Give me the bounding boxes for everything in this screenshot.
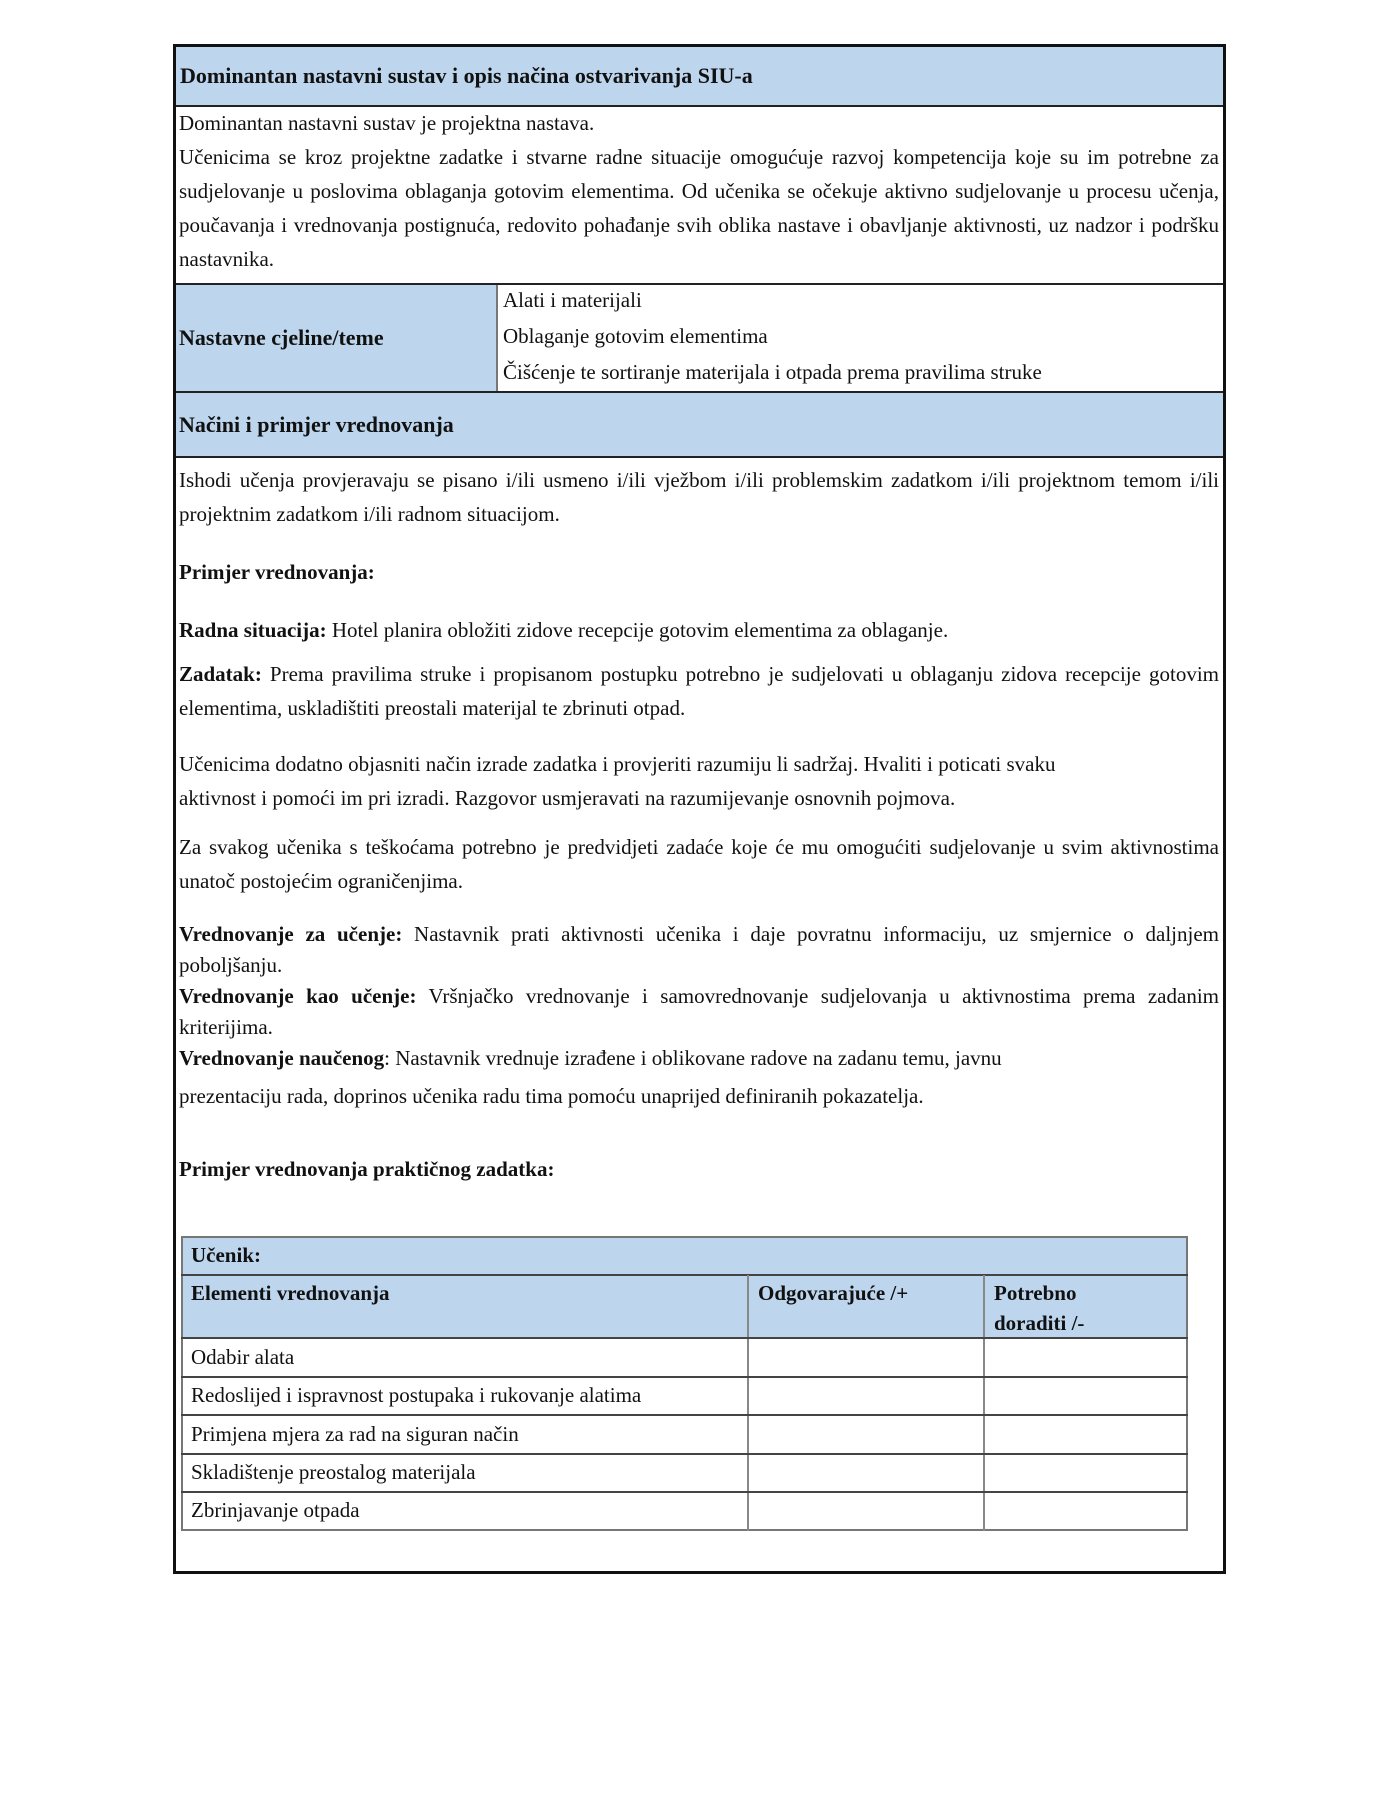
work-situation	[179, 613, 948, 647]
rubric-header-elements: Elementi vrednovanja	[191, 1281, 390, 1305]
task-text: Prema pravilima struke i propisanom postupku potrebno je sudjelovati u oblaganju zidova recepcije gotovim elementima, uskladištiti preostali materijal te zbrinuti otpad.	[179, 662, 1219, 720]
assessment-as-learning-text: Vršnjačko vrednovanje i samovrednovanje sudjelovanja u aktivnostima prema zadanim kriterijima.	[179, 984, 1219, 1039]
rubric-row-element: Skladištenje preostalog materijala	[191, 1460, 476, 1484]
assessment-of-learning-text: : Nastavnik vrednuje izrađene i oblikovane radove na zadanu temu, javnu	[384, 1046, 1002, 1070]
rubric-row-element: Zbrinjavanje otpada	[191, 1498, 360, 1522]
assessment-of-learning-cont: prezentaciju rada, doprinos učenika radu tima pomoću unaprijed definiranih pokazatelja.	[179, 1084, 924, 1108]
guidance-paragraph	[179, 747, 1079, 815]
rubric-cell-improve[interactable]	[985, 1416, 1187, 1452]
rubric-cell-ok[interactable]	[749, 1339, 983, 1375]
assessment-for-learning-label: Vrednovanje za učenje:	[179, 922, 403, 946]
rubric-row-element: Primjena mjera za rad na siguran način	[191, 1422, 519, 1446]
section-header-assessment	[176, 393, 1223, 457]
assessment-as-learning-label: Vrednovanje kao učenje:	[179, 984, 417, 1008]
assessment-as-learning	[179, 981, 1219, 1043]
work-situation-text: Hotel planira obložiti zidove recepcije gotovim elementima za oblaganje.	[326, 618, 949, 642]
rubric-header-ok: Odgovarajuće /+	[758, 1281, 909, 1305]
example-heading: Primjer vrednovanja:	[179, 560, 375, 584]
topics-label: Nastavne cjeline/teme	[179, 325, 384, 350]
assessment-intro: Ishodi učenja provjeravaju se pisano i/ili usmeno i/ili vježbom i/ili problemskim zadatkom i/ili projektnom temom i/ili projektnim zadatkom i/ili radnom situacijom.	[179, 468, 1219, 526]
rubric-cell-improve[interactable]	[985, 1339, 1187, 1375]
topic-item: Oblaganje gotovim elementima	[503, 324, 768, 348]
divider	[181, 1274, 1188, 1276]
assessment-for-learning	[179, 919, 1219, 981]
rubric-row-element: Redoslijed i ispravnost postupaka i rukovanje alatima	[191, 1383, 642, 1407]
divider	[496, 285, 498, 392]
assessment-of-learning	[179, 1043, 1002, 1074]
topic-item: Alati i materijali	[503, 288, 642, 312]
section-header-teaching-system	[176, 47, 1223, 106]
topic-item: Čišćenje te sortiranje materijala i otpada prema pravilima struke	[503, 360, 1042, 384]
task-label: Zadatak:	[179, 662, 262, 686]
rubric-row-element: Odabir alata	[191, 1345, 295, 1369]
rubric-cell-improve[interactable]	[985, 1493, 1187, 1529]
rubric-cell-improve[interactable]	[985, 1378, 1187, 1413]
assessment-for-learning-text: Nastavnik prati aktivnosti učenika i daje povratnu informaciju, uz smjernice o daljnjem poboljšanju.	[179, 922, 1219, 977]
rubric-cell-improve[interactable]	[985, 1455, 1187, 1490]
paragraph: Učenicima se kroz projektne zadatke i stvarne radne situacije omogućuje razvoj kompetencija koje su im potrebne za sudjelovanje u poslovima oblaganja gotovim elementima. Od učenika se očekuje aktivno sudjelovanje u procesu učenja, poučavanja i vrednovanja postignuća, redovito pohađanje svih oblika nastave i obavljanje aktivnosti, uz nadzor i podršku nastavnika.	[179, 145, 1219, 271]
section-title: Dominantan nastavni sustav i opis načina ostvarivanja SIU-a	[180, 63, 753, 88]
guidance-text: Učenicima dodatno objasniti način izrade zadatka i provjeriti razumiju li sadržaj. Hvaliti i poticati svaku aktivnost i pomoći im pri izradi. Razgovor usmjeravati na razumijevanje osnovnih pojmova.	[179, 752, 1056, 810]
task	[179, 657, 1219, 725]
special-needs-paragraph: Za svakog učenika s teškoćama potrebno je predvidjeti zadaće koje će mu omogućiti sudjelovanje u svim aktivnostima unatoč postojećim ograničenjima.	[179, 835, 1219, 893]
topics-label-cell	[176, 285, 496, 392]
assessment-of-learning-label: Vrednovanje naučenog	[179, 1046, 385, 1070]
section-title: Načini i primjer vrednovanja	[179, 412, 454, 437]
work-situation-label: Radna situacija:	[179, 618, 327, 642]
rubric-cell-ok[interactable]	[749, 1455, 983, 1490]
rubric-cell-ok[interactable]	[749, 1416, 983, 1452]
practical-heading: Primjer vrednovanja praktičnog zadatka:	[179, 1157, 555, 1181]
divider	[176, 456, 1223, 458]
paragraph-line: Dominantan nastavni sustav je projektna nastava.	[179, 111, 595, 135]
rubric-student-label: Učenik:	[191, 1243, 261, 1267]
rubric-header-improve: Potrebno doraditi /-	[994, 1281, 1085, 1335]
rubric-cell-ok[interactable]	[749, 1493, 983, 1529]
rubric-cell-ok[interactable]	[749, 1378, 983, 1413]
